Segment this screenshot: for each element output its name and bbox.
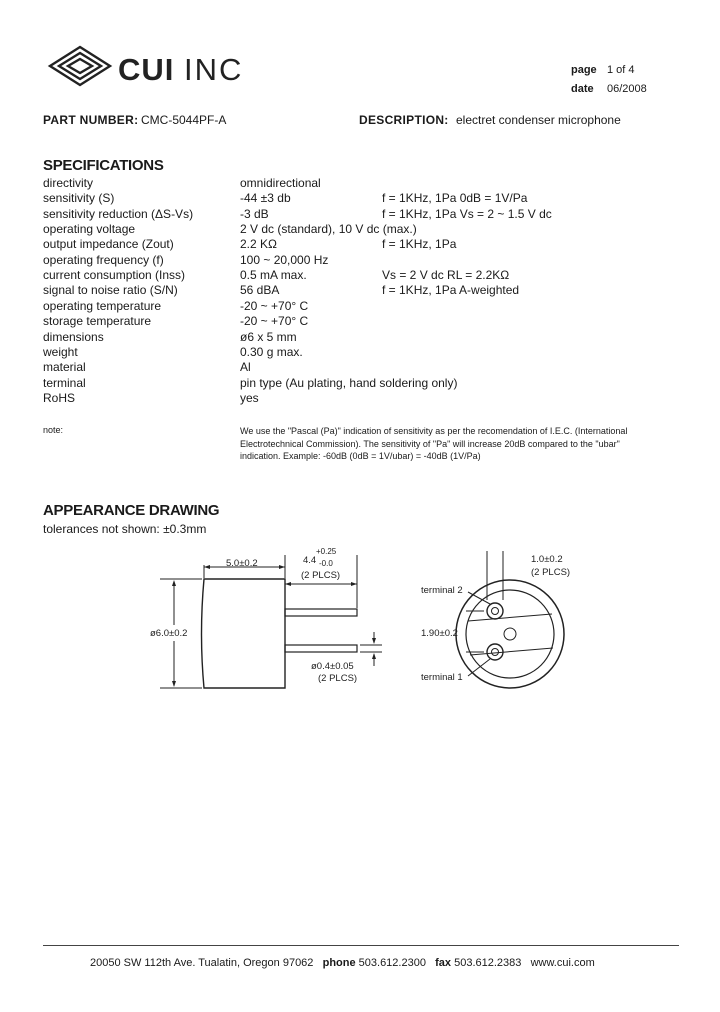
- spec-value: -20 ~ +70° C: [240, 314, 309, 329]
- spec-parameter: dimensions: [43, 329, 104, 344]
- spec-condition: f = 1KHz, 1Pa: [382, 237, 457, 252]
- spec-value: 2 V dc (standard), 10 V dc (max.): [240, 222, 417, 237]
- spec-row: [43, 253, 603, 268]
- capsule-side-view: [202, 579, 286, 688]
- dim-diameter-label: ø6.0±0.2: [150, 628, 188, 639]
- dim-pin-dia-qty: (2 PLCS): [318, 673, 358, 684]
- company-name: CUI INC: [118, 52, 244, 87]
- appearance-drawing: [0, 540, 720, 710]
- spec-value: -20 ~ +70° C: [240, 298, 309, 313]
- spec-parameter: RoHS: [43, 390, 76, 405]
- part-number-value: CMC-5044PF-A: [141, 113, 227, 127]
- terminal-2-pad: [487, 603, 503, 619]
- description-value: electret condenser microphone: [456, 113, 621, 127]
- spec-row: [43, 237, 603, 252]
- spec-parameter: material: [43, 360, 86, 375]
- terminal-2-label: terminal 2: [421, 585, 463, 596]
- spec-row: [43, 207, 603, 222]
- page-value: 1 of 4: [607, 64, 635, 76]
- spec-parameter: sensitivity reduction (ΔS-Vs): [43, 206, 194, 221]
- terminal-1-label: terminal 1: [421, 672, 463, 683]
- company-logo-icon: [46, 44, 114, 88]
- spec-row: [43, 360, 603, 375]
- footer-fax: 503.612.2383: [454, 957, 522, 969]
- spec-value: -3 dB: [240, 206, 269, 221]
- dim-width-label: 5.0±0.2: [226, 558, 258, 569]
- description-label: DESCRIPTION:: [359, 113, 449, 127]
- spec-row: [43, 345, 603, 360]
- spec-row: [43, 299, 603, 314]
- spec-parameter: operating voltage: [43, 222, 136, 237]
- note-text: We use the "Pascal (Pa)" indication of sensitivity as per the recomendation of I.E.C. (International Electrotechnical Commission). The sensitivity of "Pa" will increase 20dB compared to the "ubar" indication. Example: -60dB (0dB = 1V/ubar) = -40dB (1V/Pa): [240, 426, 628, 461]
- spec-row: [43, 176, 603, 191]
- spec-value: 100 ~ 20,000 Hz: [240, 252, 329, 267]
- spec-parameter: current consumption (Inss): [43, 268, 186, 283]
- spec-parameter: storage temperature: [43, 314, 152, 329]
- drawing-title: APPEARANCE DRAWING: [43, 502, 220, 519]
- footer-phone: 503.612.2300: [358, 957, 426, 969]
- capsule-front-outer: [456, 580, 564, 688]
- spec-row: [43, 268, 603, 283]
- spec-value: 0.5 mA max.: [240, 268, 307, 283]
- spec-condition: f = 1KHz, 1Pa Vs = 2 ~ 1.5 V dc: [382, 206, 552, 221]
- spec-value: 0.30 g max.: [240, 344, 303, 359]
- spec-row: [43, 191, 603, 206]
- specifications-title: SPECIFICATIONS: [43, 157, 164, 174]
- dim-pin-length-plus: +0.25: [316, 547, 337, 556]
- spec-parameter: weight: [43, 344, 78, 359]
- footer-address: 20050 SW 112th Ave. Tualatin, Oregon 97062: [90, 957, 314, 969]
- footer-divider: [43, 945, 679, 946]
- spec-parameter: operating temperature: [43, 298, 162, 313]
- spec-value: Al: [240, 360, 251, 375]
- spec-parameter: signal to noise ratio (S/N): [43, 283, 178, 298]
- spec-parameter: output impedance (Zout): [43, 237, 174, 252]
- spec-value: pin type (Au plating, hand soldering only): [240, 375, 458, 390]
- page-label: page: [571, 64, 597, 76]
- spec-parameter: operating frequency (f): [43, 252, 164, 267]
- spec-parameter: sensitivity (S): [43, 191, 115, 206]
- spec-row: [43, 391, 603, 406]
- spec-parameter: terminal: [43, 375, 86, 390]
- spec-row: [43, 330, 603, 345]
- dim-pin-length-base: 4.4: [303, 555, 317, 566]
- dim-pin-length-qty: (2 PLCS): [301, 570, 341, 581]
- note-label: note:: [43, 425, 64, 435]
- footer-fax-label: fax: [435, 957, 452, 969]
- footer: [90, 957, 595, 969]
- dim-pad-qty: (2 PLCS): [531, 567, 571, 578]
- spec-value: -44 ±3 db: [240, 191, 291, 206]
- dim-pad-label: 1.0±0.2: [531, 554, 563, 565]
- date-value: 06/2008: [607, 83, 647, 95]
- spec-row: [43, 314, 603, 329]
- dim-pin-length-minus: -0.0: [319, 559, 333, 568]
- spec-condition: Vs = 2 V dc RL = 2.2KΩ: [382, 268, 510, 283]
- spec-value: 2.2 KΩ: [240, 237, 277, 252]
- pin-lower: [285, 645, 357, 652]
- footer-phone-label: phone: [322, 957, 356, 969]
- spec-value: yes: [240, 390, 259, 405]
- spec-value: 56 dBA: [240, 283, 280, 298]
- spec-condition: f = 1KHz, 1Pa A-weighted: [382, 283, 520, 298]
- spec-value: omnidirectional: [240, 176, 321, 190]
- date-label: date: [571, 83, 594, 95]
- dim-pin-dia-label: ø0.4±0.05: [311, 661, 354, 672]
- dim-spacing-label: 1.90±0.2: [421, 628, 458, 639]
- spec-value: ø6 x 5 mm: [240, 329, 297, 344]
- spec-condition: f = 1KHz, 1Pa 0dB = 1V/Pa: [382, 191, 528, 206]
- spec-row: [43, 222, 603, 237]
- spec-row: [43, 376, 603, 391]
- spec-row: [43, 283, 603, 298]
- capsule-front-inner: [466, 590, 554, 678]
- pin-upper: [285, 609, 357, 616]
- spec-parameter: directivity: [43, 176, 94, 190]
- footer-web[interactable]: www.cui.com: [530, 957, 595, 969]
- tolerance-note: tolerances not shown: ±0.3mm: [43, 522, 207, 536]
- part-number-label: PART NUMBER:: [43, 113, 139, 127]
